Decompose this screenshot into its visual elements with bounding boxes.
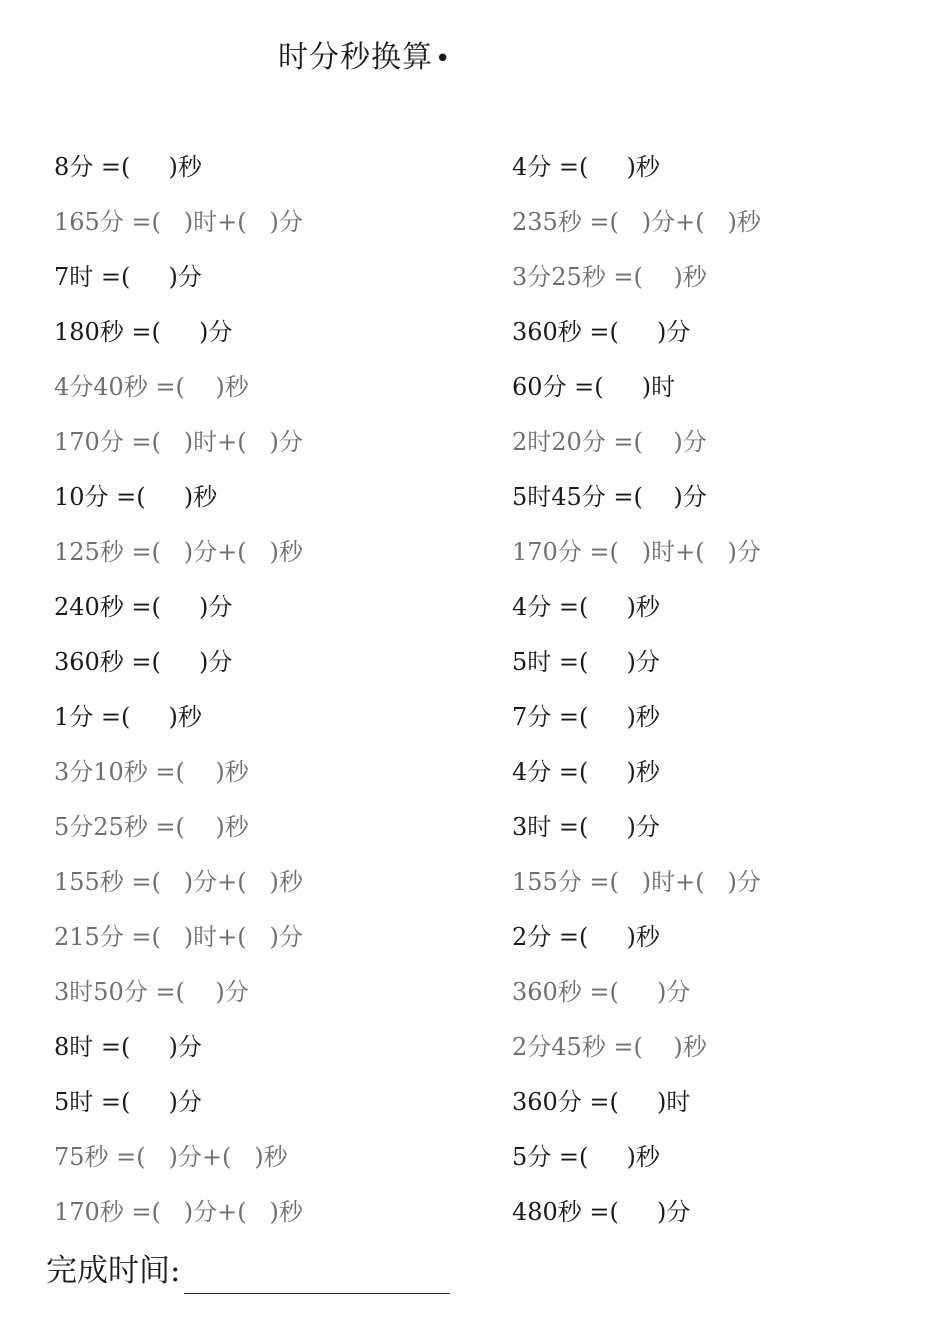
problem-right: 5时 =( )分 <box>512 648 660 676</box>
problem-row <box>0 855 950 910</box>
problem-left: 75秒 =( )分+( )秒 <box>54 1143 288 1171</box>
problem-right: 2时20分 =( )分 <box>512 428 707 456</box>
problem-row <box>0 250 950 305</box>
problem-right: 2分45秒 =( )秒 <box>512 1033 707 1061</box>
problem-right: 60分 =( )时 <box>512 373 676 401</box>
problem-row <box>0 965 950 1020</box>
page-title-text: 时分秒换算 <box>278 40 433 75</box>
problem-row <box>0 580 950 635</box>
problem-left: 3时50分 =( )分 <box>54 978 249 1006</box>
problem-row <box>0 690 950 745</box>
completion-time-blank[interactable] <box>184 1259 450 1294</box>
problem-row <box>0 360 950 415</box>
problem-right: 480秒 =( )分 <box>512 1198 691 1226</box>
problem-right: 360分 =( )时 <box>512 1088 691 1116</box>
problem-row <box>0 910 950 965</box>
problem-row <box>0 305 950 360</box>
problem-row <box>0 1075 950 1130</box>
problem-left: 165分 =( )时+( )分 <box>54 208 303 236</box>
problem-right: 5分 =( )秒 <box>512 1143 660 1171</box>
problem-left: 240秒 =( )分 <box>54 593 233 621</box>
problem-left: 8时 =( )分 <box>54 1033 202 1061</box>
problem-right: 360秒 =( )分 <box>512 318 691 346</box>
problem-left: 3分10秒 =( )秒 <box>54 758 249 786</box>
problem-left: 1分 =( )秒 <box>54 703 202 731</box>
completion-time-label: 完成时间: <box>46 1253 181 1289</box>
problem-left: 8分 =( )秒 <box>54 153 202 181</box>
problem-left: 125秒 =( )分+( )秒 <box>54 538 303 566</box>
problem-row <box>0 1020 950 1075</box>
problem-left: 360秒 =( )分 <box>54 648 233 676</box>
problem-left: 170分 =( )时+( )分 <box>54 428 303 456</box>
problem-right: 5时45分 =( )分 <box>512 483 707 511</box>
problem-right: 4分 =( )秒 <box>512 593 660 621</box>
problem-left: 155秒 =( )分+( )秒 <box>54 868 303 896</box>
problem-right: 360秒 =( )分 <box>512 978 691 1006</box>
problem-right: 7分 =( )秒 <box>512 703 660 731</box>
problem-left: 7时 =( )分 <box>54 263 202 291</box>
problem-right: 3分25秒 =( )秒 <box>512 263 707 291</box>
problem-right: 3时 =( )分 <box>512 813 660 841</box>
problem-row <box>0 195 950 250</box>
problem-row <box>0 745 950 800</box>
problem-row <box>0 1130 950 1185</box>
problem-right: 235秒 =( )分+( )秒 <box>512 208 761 236</box>
problem-row <box>0 1185 950 1240</box>
problem-left: 170秒 =( )分+( )秒 <box>54 1198 303 1226</box>
problem-right: 4分 =( )秒 <box>512 153 660 181</box>
completion-time-field <box>46 1248 450 1294</box>
page-title <box>278 36 451 81</box>
problem-left: 215分 =( )时+( )分 <box>54 923 303 951</box>
problem-right: 2分 =( )秒 <box>512 923 660 951</box>
problem-row <box>0 635 950 690</box>
problem-left: 5分25秒 =( )秒 <box>54 813 249 841</box>
problem-row <box>0 470 950 525</box>
problem-left: 10分 =( )秒 <box>54 483 218 511</box>
problem-left: 180秒 =( )分 <box>54 318 233 346</box>
problem-row <box>0 140 950 195</box>
problem-row <box>0 415 950 470</box>
problem-row <box>0 800 950 855</box>
bullet-dot: • <box>435 44 452 74</box>
problem-left: 5时 =( )分 <box>54 1088 202 1116</box>
problem-right: 170分 =( )时+( )分 <box>512 538 761 566</box>
problem-right: 4分 =( )秒 <box>512 758 660 786</box>
problem-row <box>0 525 950 580</box>
problem-grid <box>0 140 950 1240</box>
problem-right: 155分 =( )时+( )分 <box>512 868 761 896</box>
problem-left: 4分40秒 =( )秒 <box>54 373 249 401</box>
